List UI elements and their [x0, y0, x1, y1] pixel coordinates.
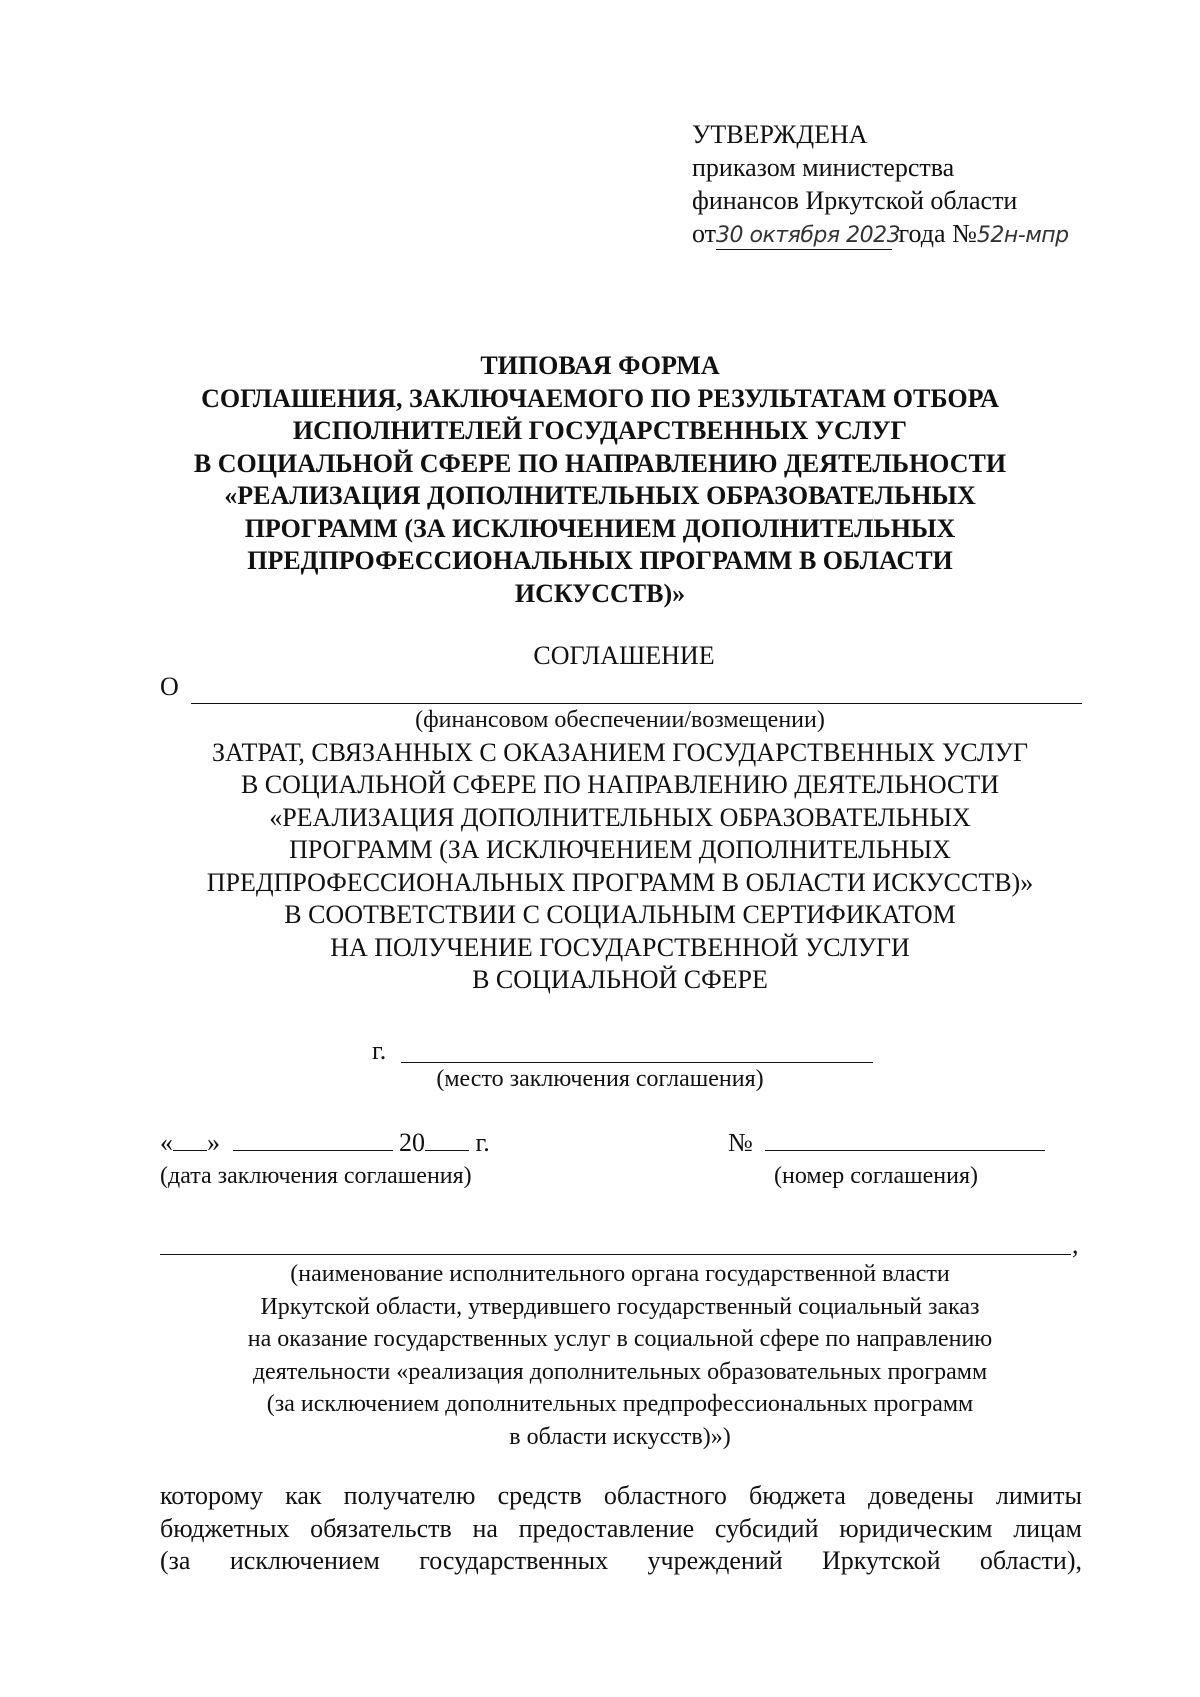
- date-caption: (дата заключения соглашения): [160, 1163, 472, 1189]
- close-quote: »: [207, 1128, 220, 1157]
- title-line: ПРЕДПРОФЕССИОНАЛЬНЫХ ПРОГРАММ В ОБЛАСТИ: [247, 546, 953, 575]
- title-line: СОГЛАШЕНИЯ, ЗАКЛЮЧАЕМОГО ПО РЕЗУЛЬТАТАМ ОТБОРА: [201, 383, 999, 413]
- year-suffix: г.: [475, 1128, 490, 1157]
- agreement-line: ЗАТРАТ, СВЯЗАННЫХ С ОКАЗАНИЕМ ГОСУДАРСТВЕННЫХ УСЛУГ: [212, 737, 1028, 767]
- approval-date-row: [692, 217, 1087, 250]
- body-line: которому как получателю средств областного бюджета доведены лимиты: [160, 1481, 1082, 1510]
- org-comma: ,: [1072, 1230, 1079, 1259]
- handwritten-order-number: 52н-мпр: [976, 223, 1069, 248]
- number-sign: №: [728, 1128, 753, 1157]
- org-blank-line: [160, 1254, 1071, 1255]
- century: 20: [399, 1128, 425, 1157]
- place-prefix: г.: [372, 1036, 387, 1065]
- org-caption-line: деятельности «реализация дополнительных образовательных программ: [252, 1358, 988, 1385]
- org-caption-line: (за исключением дополнительных предпрофессиональных программ: [266, 1391, 974, 1417]
- number-row: [728, 1126, 1045, 1158]
- title-line: ИСПОЛНИТЕЛЕЙ ГОСУДАРСТВЕННЫХ УСЛУГ: [292, 416, 908, 445]
- place-blank-line: [401, 1062, 873, 1063]
- approval-block: [692, 118, 1087, 250]
- approval-status: УТВЕРЖДЕНА: [692, 120, 868, 149]
- day-blank: [173, 1126, 207, 1151]
- agreement-line: «РЕАЛИЗАЦИЯ ДОПОЛНИТЕЛЬНЫХ ОБРАЗОВАТЕЛЬНЫХ: [269, 802, 971, 832]
- agreement-line: В СООТВЕТСТВИИ С СОЦИАЛЬНЫМ СЕРТИФИКАТОМ: [284, 900, 956, 929]
- form-title: [120, 350, 1080, 610]
- date-row: [160, 1126, 490, 1158]
- year-blank: [425, 1126, 469, 1151]
- org-caption-line: в области искусств)»): [509, 1423, 731, 1450]
- title-line: «РЕАЛИЗАЦИЯ ДОПОЛНИТЕЛЬНЫХ ОБРАЗОВАТЕЛЬНЫХ: [224, 481, 976, 510]
- title-line: ТИПОВАЯ ФОРМА: [480, 351, 720, 380]
- body-line: бюджетных обязательств на предоставление субсидий юридическим лицам: [160, 1513, 1082, 1543]
- agreement-line: ПРОГРАММ (ЗА ИСКЛЮЧЕНИЕМ ДОПОЛНИТЕЛЬНЫХ: [289, 835, 951, 864]
- agreement-line: ПРЕДПРОФЕССИОНАЛЬНЫХ ПРОГРАММ В ОБЛАСТИ ИСКУССТВ)»: [206, 867, 1034, 897]
- agreement-line: В СОЦИАЛЬНОЙ СФЕРЕ ПО НАПРАВЛЕНИЮ ДЕЯТЕЛЬНОСТИ: [240, 770, 1000, 799]
- approval-issuer-line-1: приказом министерства: [692, 153, 955, 182]
- handwritten-date: 30 октября 2023: [716, 223, 901, 248]
- agreement-line: В СОЦИАЛЬНОЙ СФЕРЕ: [472, 965, 768, 994]
- open-quote: «: [160, 1128, 173, 1157]
- year-number-label: года №: [898, 219, 977, 248]
- org-caption-line: на оказание государственных услуг в социальной сфере по направлению: [247, 1326, 993, 1352]
- title-line: ИСКУССТВ)»: [514, 578, 686, 608]
- agreement-heading: СОГЛАШЕНИЕ: [533, 641, 715, 670]
- approval-issuer-line-2: финансов Иркутской области: [692, 186, 1018, 215]
- o-caption: (финансовом обеспечении/возмещении): [415, 707, 825, 733]
- org-caption: [140, 1258, 1100, 1453]
- agreement-subject: [120, 704, 1120, 997]
- body-paragraph: [160, 1480, 1082, 1578]
- title-line: В СОЦИАЛЬНОЙ СФЕРЕ ПО НАПРАВЛЕНИЮ ДЕЯТЕЛЬНОСТИ: [193, 448, 1007, 478]
- date-prefix: от: [692, 219, 717, 248]
- number-blank: [765, 1126, 1045, 1151]
- month-blank: [233, 1126, 393, 1151]
- body-line: (за исключением государственных учреждений Иркутской области),: [160, 1546, 1082, 1575]
- title-line: ПРОГРАММ (ЗА ИСКЛЮЧЕНИЕМ ДОПОЛНИТЕЛЬНЫХ: [244, 513, 956, 543]
- org-caption-line: Иркутской области, утвердившего государственный социальный заказ: [260, 1293, 980, 1320]
- place-caption: (место заключения соглашения): [436, 1066, 764, 1092]
- org-caption-line: (наименование исполнительного органа государственной власти: [290, 1261, 950, 1287]
- number-caption: (номер соглашения): [774, 1163, 978, 1189]
- o-prefix: О: [160, 672, 179, 701]
- agreement-line: НА ПОЛУЧЕНИЕ ГОСУДАРСТВЕННОЙ УСЛУГИ: [330, 932, 910, 962]
